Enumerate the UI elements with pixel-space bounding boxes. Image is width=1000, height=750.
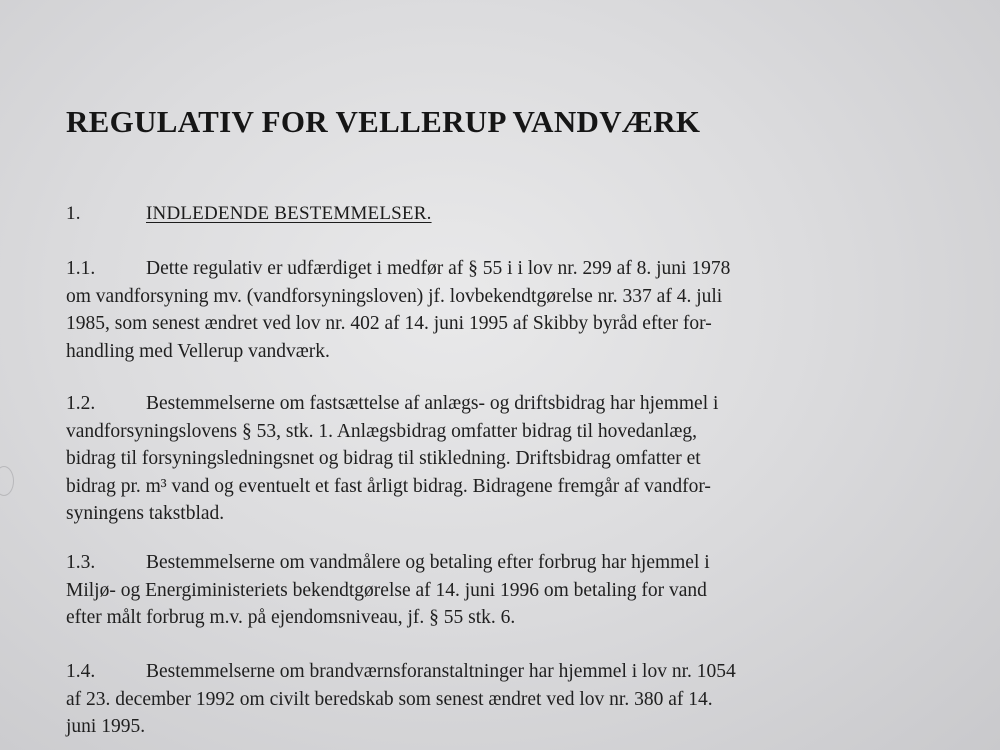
paragraph-line: Miljø- og Energiministeriets bekendtgørelse af 14. juni 1996 om betaling for vand: [66, 579, 707, 601]
paragraph-line: vandforsyningslovens § 53, stk. 1. Anlægsbidrag omfatter bidrag til hovedanlæg,: [66, 420, 697, 442]
paragraph-text: Dette regulativ er udfærdiget i medfør af § 55 i i lov nr. 299 af 8. juni 1978: [146, 258, 731, 279]
paragraph-line: bidrag pr. m³ vand og eventuelt et fast årligt bidrag. Bidragene fremgår af vandfor-: [66, 475, 711, 497]
punch-hole-mark: [0, 466, 14, 496]
paragraph-line: [66, 390, 946, 418]
paragraph-line: handling med Vellerup vandværk.: [66, 340, 330, 362]
paragraph-line: [66, 549, 946, 577]
section-title: INDLEDENDE BESTEMMELSER.: [146, 203, 432, 224]
paragraph-line: om vandforsyning mv. (vandforsyningsloven) jf. lovbekendtgørelse nr. 337 af 4. juli: [66, 285, 723, 307]
paragraph-line: syningens takstblad.: [66, 503, 225, 524]
paragraph-number: 1.3.: [66, 552, 96, 573]
paragraph-number: 1.1.: [66, 258, 96, 279]
paragraph-line: [66, 658, 946, 686]
paragraph-line: efter målt forbrug m.v. på ejendomsniveau, jf. § 55 stk. 6.: [66, 607, 516, 628]
paragraph-line: 1985, som senest ændret ved lov nr. 402 af 14. juni 1995 af Skibby byråd efter for-: [66, 313, 712, 334]
paragraph-text: Bestemmelserne om vandmålere og betaling efter forbrug har hjemmel i: [146, 552, 710, 573]
paragraph-1-2: [66, 390, 946, 528]
paragraph-text: Bestemmelserne om brandværnsforanstaltninger har hjemmel i lov nr. 1054: [146, 661, 736, 682]
paragraph-1-1: [66, 255, 946, 365]
paragraph-number: 1.2.: [66, 393, 96, 414]
document-title: REGULATIV FOR VELLERUP VANDVÆRK: [66, 104, 701, 139]
paragraph-1-3: [66, 549, 946, 632]
section-number: 1.: [66, 203, 81, 224]
paragraph-line: af 23. december 1992 om civilt beredskab som senest ændret ved lov nr. 380 af 14.: [66, 688, 713, 710]
paragraph-line: juni 1995.: [66, 716, 146, 737]
paragraph-1-4: [66, 658, 946, 741]
paragraph-number: 1.4.: [66, 661, 96, 682]
paragraph-line: [66, 255, 946, 283]
paragraph-line: bidrag til forsyningsledningsnet og bidrag til stikledning. Driftsbidrag omfatter et: [66, 448, 701, 469]
section-heading: [66, 203, 432, 225]
paragraph-text: Bestemmelserne om fastsættelse af anlægs- og driftsbidrag har hjemmel i: [146, 393, 719, 414]
